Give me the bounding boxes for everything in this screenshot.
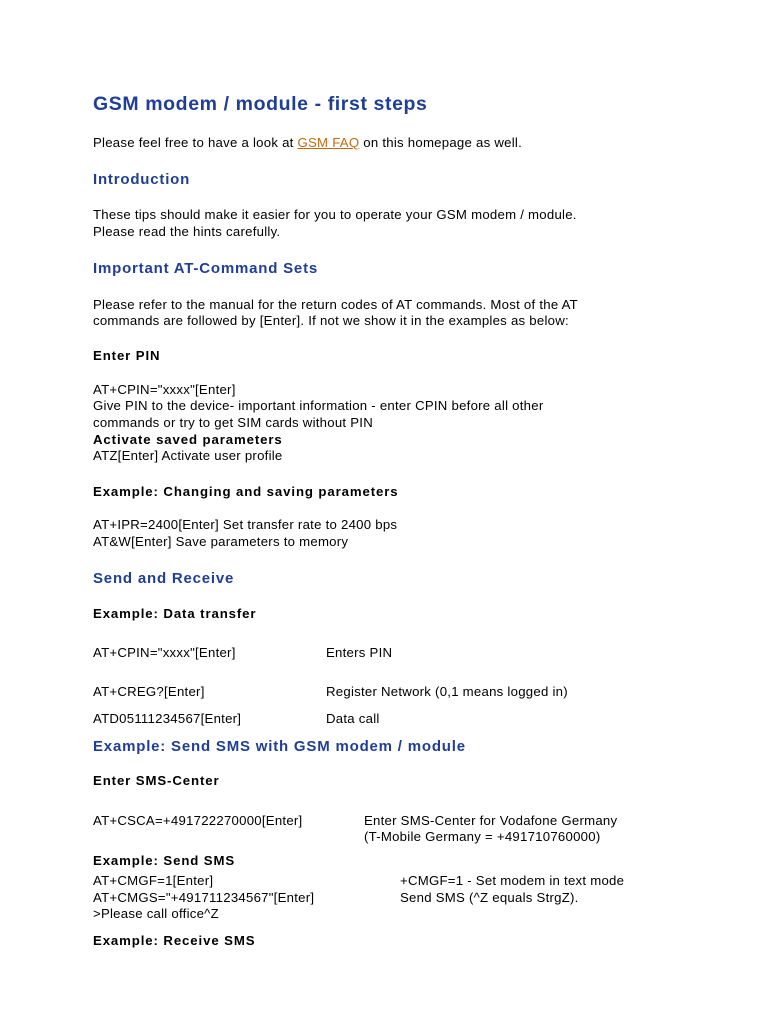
pin-description-2: commands or try to get SIM cards without PIN — [93, 415, 373, 430]
cpin-command: AT+CPIN="xxxx"[Enter] — [93, 382, 236, 397]
heading-send-sms: Example: Send SMS with GSM modem / module — [93, 738, 466, 755]
cmgf-description: +CMGF=1 - Set modem in text mode — [400, 873, 625, 888]
gsm-faq-link[interactable]: GSM FAQ — [297, 135, 360, 150]
introduction-line-2: Please read the hints carefully. — [93, 224, 281, 239]
heading-introduction: Introduction — [93, 171, 191, 188]
heading-example-changing-saving: Example: Changing and saving parameters — [93, 484, 399, 499]
data-transfer-desc-1: Enters PIN — [326, 645, 393, 660]
ipr-command: AT+IPR=2400[Enter] Set transfer rate to 2400 bps — [93, 517, 398, 532]
data-transfer-cmd-1: AT+CPIN="xxxx"[Enter] — [93, 645, 236, 660]
csca-command: AT+CSCA=+491722270000[Enter] — [93, 813, 303, 828]
data-transfer-cmd-3: ATD05111234567[Enter] — [93, 711, 242, 726]
heading-activate-saved-parameters: Activate saved parameters — [93, 432, 283, 447]
data-transfer-desc-2: Register Network (0,1 means logged in) — [326, 684, 568, 699]
heading-enter-pin: Enter PIN — [93, 348, 161, 363]
atw-command: AT&W[Enter] Save parameters to memory — [93, 534, 349, 549]
intro-line — [93, 135, 522, 152]
heading-send-and-receive: Send and Receive — [93, 570, 235, 587]
cmgs-description: Send SMS (^Z equals StrgZ). — [400, 890, 579, 905]
data-transfer-cmd-2: AT+CREG?[Enter] — [93, 684, 205, 699]
intro-text-before: Please feel free to have a look at — [93, 135, 298, 150]
at-sets-line-1: Please refer to the manual for the return codes of AT commands. Most of the AT — [93, 297, 578, 312]
heading-example-send-sms: Example: Send SMS — [93, 853, 236, 868]
page-title: GSM modem / module - first steps — [93, 93, 428, 115]
cmgs-command: AT+CMGS="+491711234567"[Enter] — [93, 890, 315, 905]
heading-at-command-sets: Important AT-Command Sets — [93, 260, 319, 277]
at-sets-line-2: commands are followed by [Enter]. If not we show it in the examples as below: — [93, 313, 569, 328]
cmgf-command: AT+CMGF=1[Enter] — [93, 873, 214, 888]
csca-description-1: Enter SMS-Center for Vodafone Germany — [364, 813, 618, 828]
heading-enter-sms-center: Enter SMS-Center — [93, 773, 220, 788]
sms-message-text: >Please call office^Z — [93, 906, 219, 921]
heading-example-data-transfer: Example: Data transfer — [93, 606, 257, 621]
heading-example-receive-sms: Example: Receive SMS — [93, 933, 256, 948]
introduction-line-1: These tips should make it easier for you to operate your GSM modem / module. — [93, 207, 577, 222]
pin-description-1: Give PIN to the device- important information - enter CPIN before all other — [93, 398, 544, 413]
atz-command: ATZ[Enter] Activate user profile — [93, 448, 283, 463]
intro-text-after: on this homepage as well. — [359, 135, 522, 150]
csca-description-2: (T-Mobile Germany = +491710760000) — [364, 829, 601, 844]
data-transfer-desc-3: Data call — [326, 711, 380, 726]
